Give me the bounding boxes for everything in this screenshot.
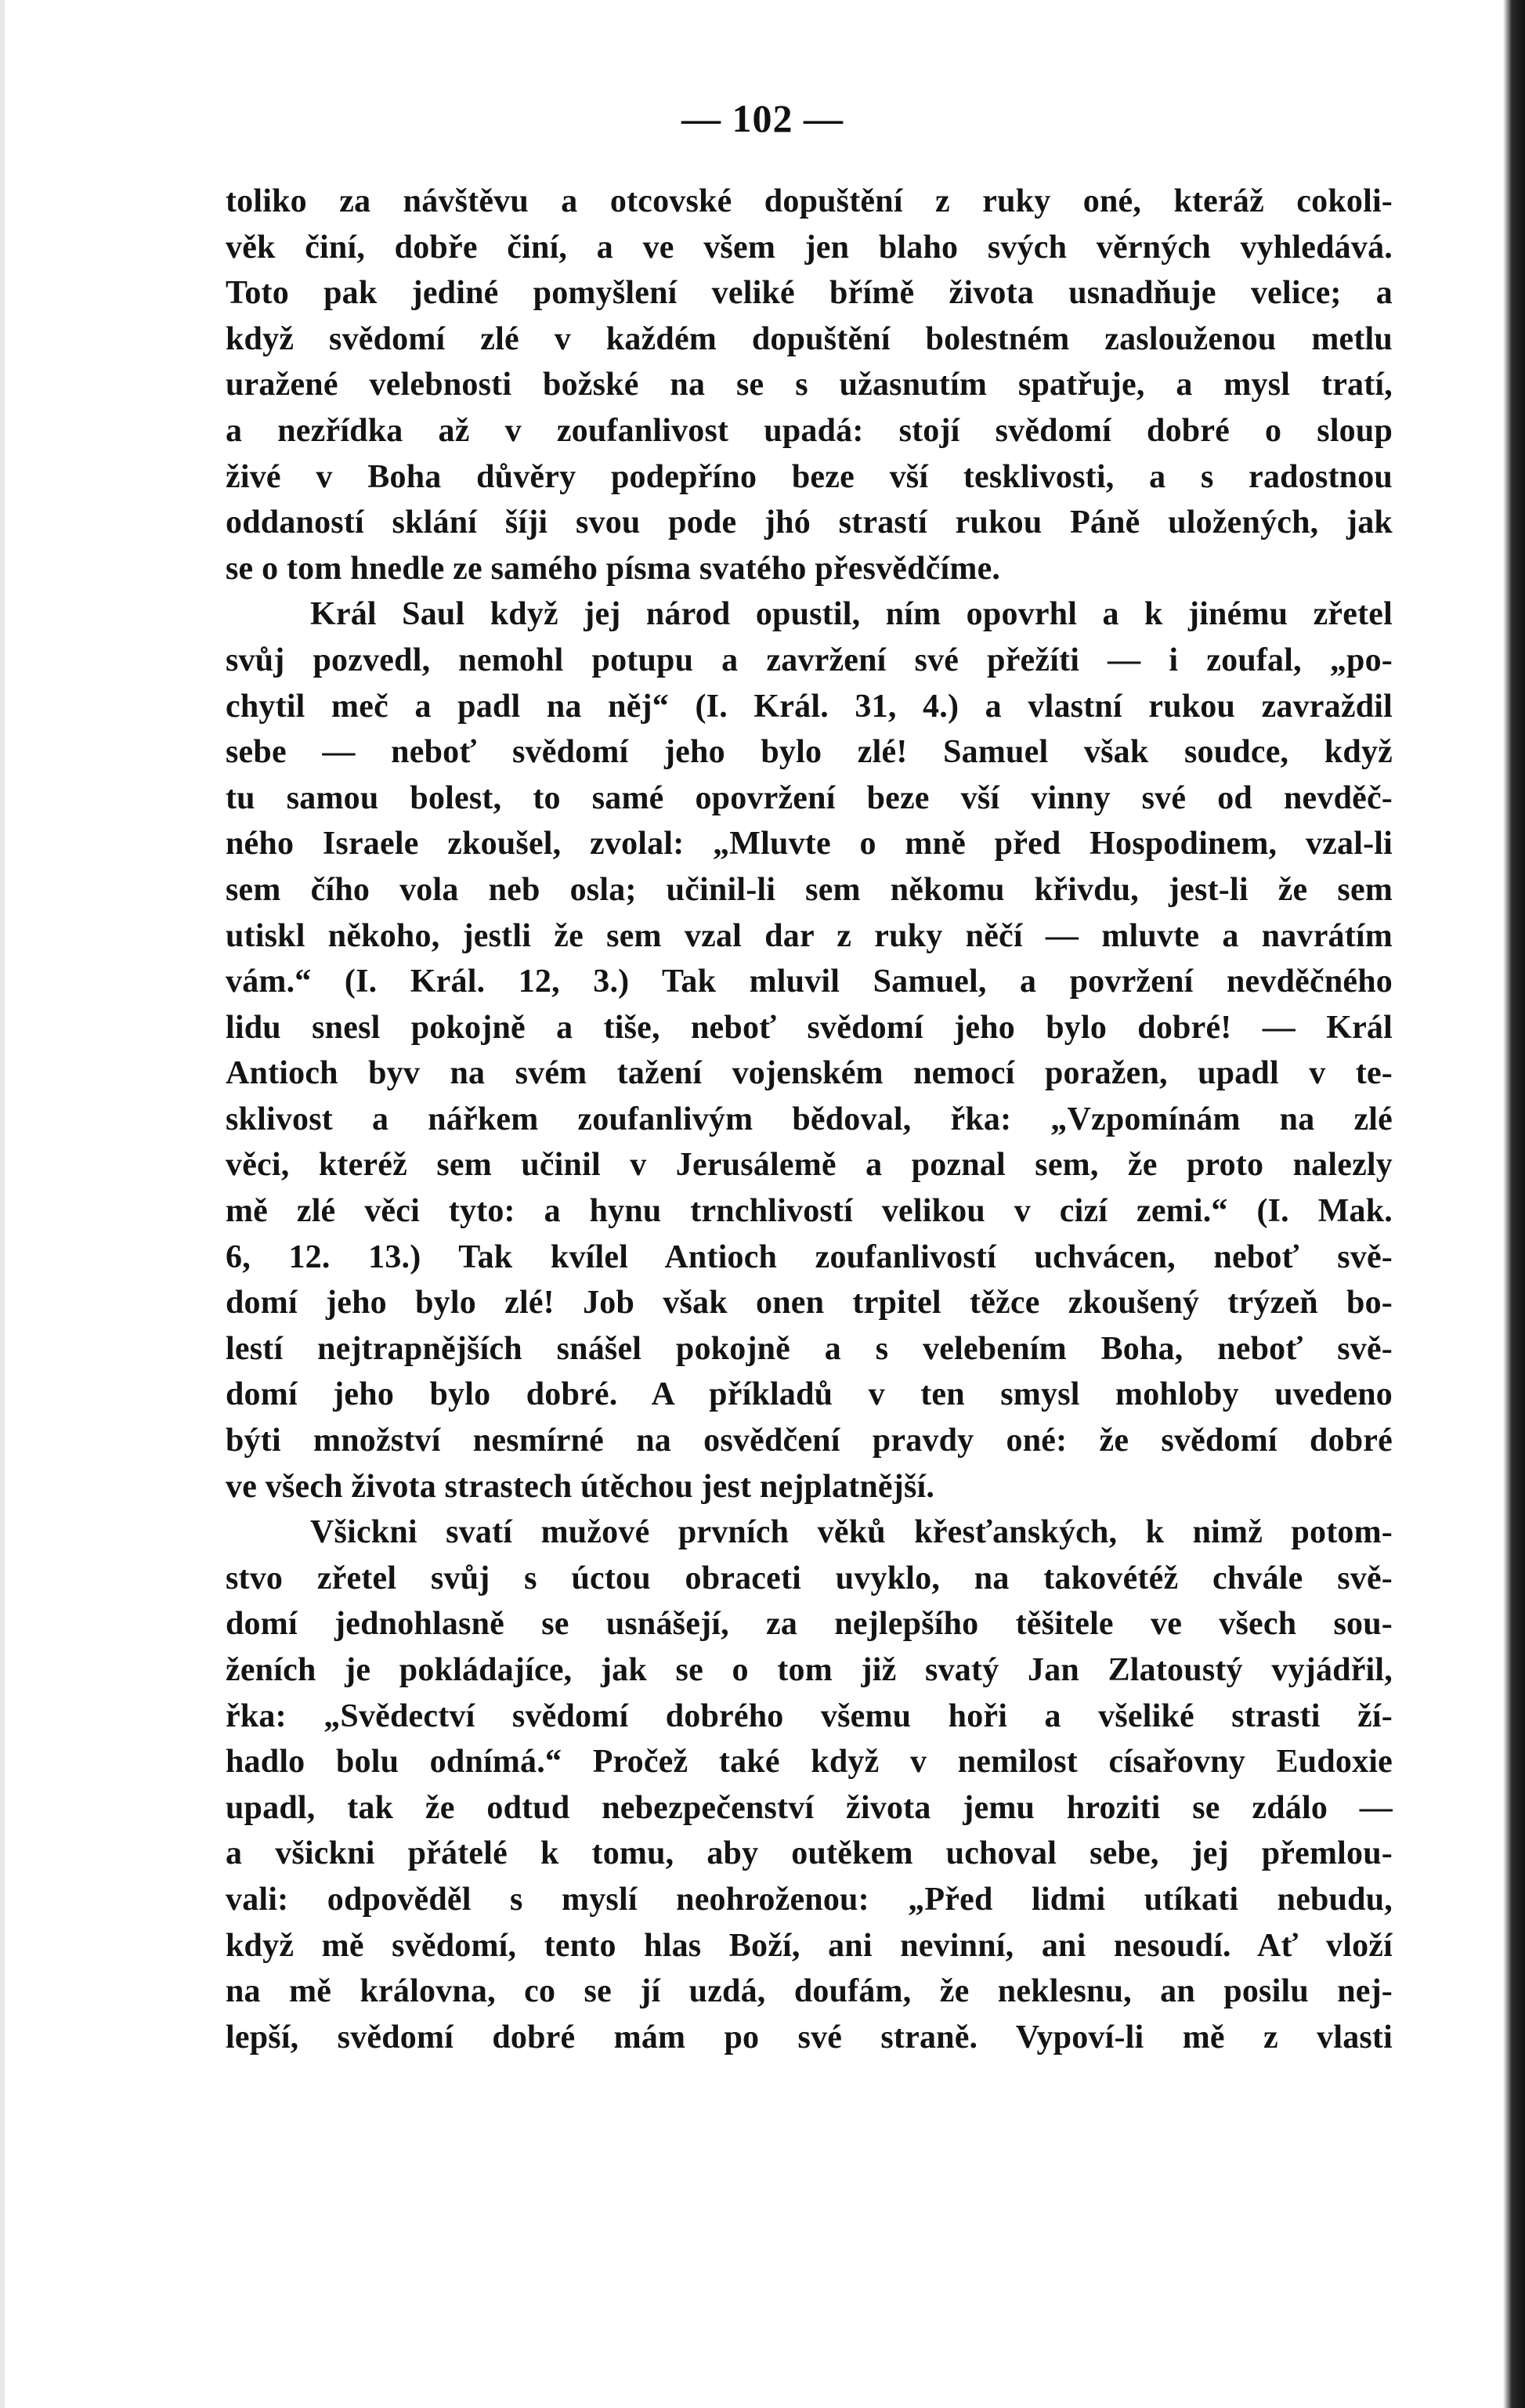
text-line: řka: „Svědectví svědomí dobrého všemu hoři a všeliké strasti ží- [226, 1698, 1393, 1734]
text-line: uražené velebnosti božské na se s užasnutím spatřuje, a mysl tratí, [226, 367, 1393, 403]
text-line: domí jeho bylo zlé! Job však onen trpitel těžce zkoušený trýzeň bo- [226, 1285, 1393, 1322]
text-line: hadlo bolu odnímá.“ Pročež také když v nemilost císařovny Eudoxie [226, 1744, 1393, 1781]
body-text [226, 179, 1393, 2060]
text-line: býti množství nesmírné na osvědčení pravdy oné: že svědomí dobré [226, 1423, 1393, 1459]
text-line: když mě svědomí, tento hlas Boží, ani nevinní, ani nesoudí. Ať vloží [226, 1927, 1393, 1964]
text-line: oddaností sklání šíji svou pode jhó strastí rukou Páně uložených, jak [226, 504, 1393, 541]
text-line: upadl, tak že odtud nebezpečenství života jemu hroziti se zdálo — [226, 1789, 1393, 1826]
text-line: ného Israele zkoušel, zvolal: „Mluvte o mně před Hospodinem, vzal-li [226, 826, 1393, 862]
text-line: sem čího vola neb osla; učinil-li sem někomu křivdu, jest-li že sem [226, 871, 1393, 908]
text-line: utiskl někoho, jestli že sem vzal dar z ruky něčí — mluvte a navrátím [226, 917, 1393, 954]
text-line: věk činí, dobře činí, a ve všem jen blaho svých věrných vyhledává. [226, 229, 1393, 266]
text-line: lidu snesl pokojně a tiše, neboť svědomí jeho bylo dobré! — Král [226, 1009, 1393, 1046]
text-line: lepší, svědomí dobré mám po své straně. Vypoví-li mě z vlasti [226, 2019, 1393, 2055]
text-line: ve všech života strastech útěchou jest nejplatnější. [226, 1468, 935, 1505]
text-line: lestí nejtrapnějších snášel pokojně a s velebením Boha, neboť svě- [226, 1330, 1393, 1367]
text-line: chytil meč a padl na něj“ (I. Král. 31, 4.) a vlastní rukou zavraždil [226, 688, 1393, 725]
text-line: sklivost a nářkem zoufanlivým bědoval, řka: „Vzpomínám na zlé [226, 1101, 1393, 1137]
text-line: Všickni svatí mužové prvních věků křesťanských, k nimž potom- [310, 1514, 1393, 1551]
text-line: sebe — neboť svědomí jeho bylo zlé! Samuel však soudce, když [226, 734, 1393, 771]
text-line: vám.“ (I. Král. 12, 3.) Tak mluvil Samuel, a povržení nevděčného [226, 964, 1393, 1000]
page-binding-edge [1503, 0, 1525, 2408]
text-line: mě zlé věci tyto: a hynu trnchlivostí velikou v cizí zemi.“ (I. Mak. [226, 1193, 1393, 1230]
text-line: tu samou bolest, to samé opovržení beze vší vinny své od nevděč- [226, 779, 1393, 816]
text-line: věci, kteréž sem učinil v Jerusálemě a poznal sem, že proto nalezly [226, 1147, 1393, 1184]
text-line: domí jednohlasně se usnášejí, za nejlepšího těšitele ve všech sou- [226, 1606, 1393, 1643]
text-line: Antioch byv na svém tažení vojenském nemocí poražen, upadl v te- [226, 1055, 1393, 1092]
text-line: ženích je pokládajíce, jak se o tom již svatý Jan Zlatoustý vyjádřil, [226, 1652, 1393, 1688]
text-line: a nezřídka až v zoufanlivost upadá: stojí svědomí dobré o sloup [226, 412, 1393, 449]
text-line: toliko za návštěvu a otcovské dopuštění z ruky oné, kteráž cokoli- [226, 183, 1393, 219]
text-line: když svědomí zlé v každém dopuštění bolestném zaslouženou metlu [226, 320, 1393, 357]
text-line: svůj pozvedl, nemohl potupu a zavržení své přežíti — i zoufal, „po- [226, 642, 1393, 678]
text-line: Toto pak jediné pomyšlení veliké břímě života usnadňuje velice; a [226, 275, 1393, 312]
text-line: živé v Boha důvěry podepříno beze vší tesklivosti, a s radostnou [226, 458, 1393, 495]
text-line: 6, 12. 13.) Tak kvílel Antioch zoufanlivostí uchvácen, neboť svě- [226, 1238, 1393, 1275]
text-line: domí jeho bylo dobré. A příkladů v ten smysl mohloby uvedeno [226, 1376, 1393, 1413]
page-number: — 102 — [681, 96, 844, 140]
page-left-edge [0, 0, 5, 2408]
text-line: vali: odpověděl s myslí neohroženou: „Před lidmi utíkati nebudu, [226, 1881, 1393, 1918]
text-line: Král Saul když jej národ opustil, ním opovrhl a k jinému zřetel [310, 596, 1393, 633]
text-line: a všickni přátelé k tomu, aby outěkem uchoval sebe, jej přemlou- [226, 1835, 1393, 1872]
text-line: na mě královna, co se jí uzdá, doufám, že neklesnu, an posilu nej- [226, 1973, 1393, 2010]
text-line: stvo zřetel svůj s úctou obraceti uvyklo, na takovétéž chvále svě- [226, 1560, 1393, 1596]
text-line: se o tom hnedle ze samého písma svatého přesvědčíme. [226, 550, 1001, 587]
